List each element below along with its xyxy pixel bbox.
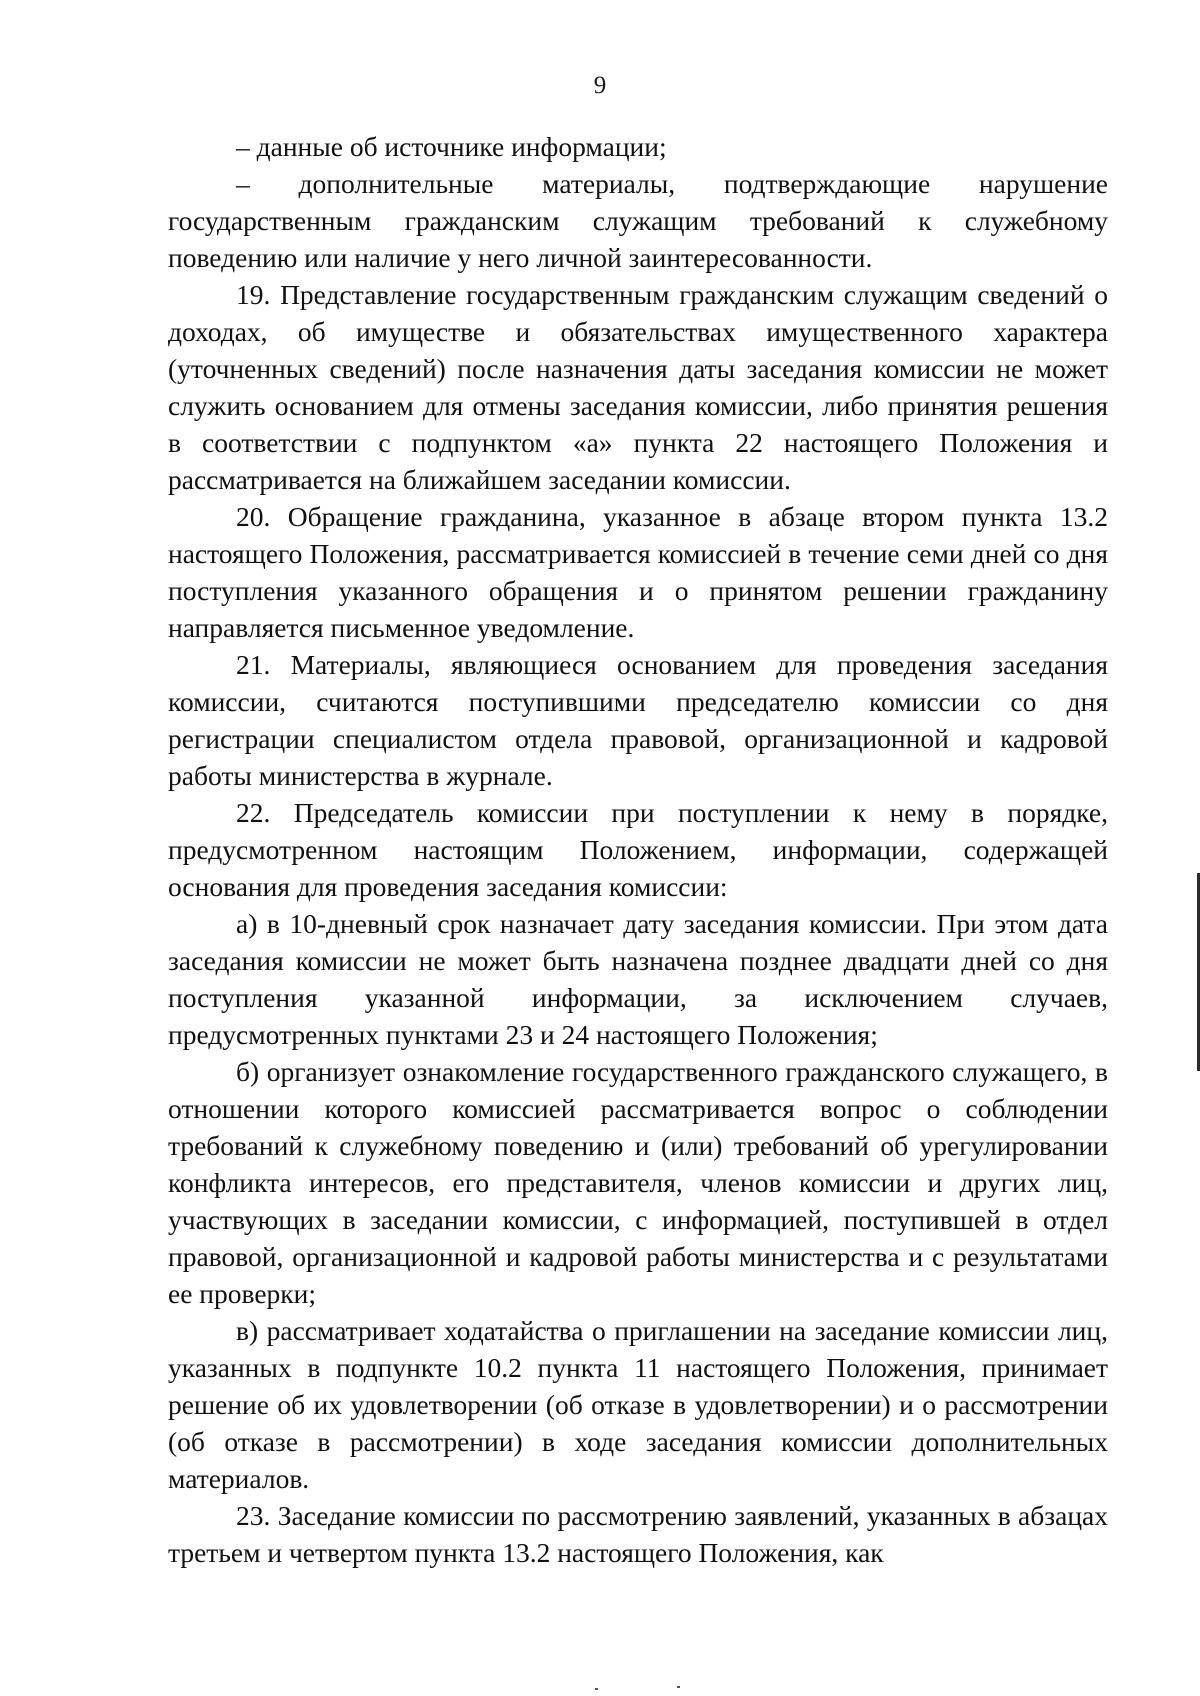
paragraph-19: 19. Представление государственным гражданским служащим сведений о доходах, об имуществе и обязательствах имущественного характера (уточненных сведений) после назначения даты заседания комиссии не может служить основанием для отмены заседания комиссии, либо принятия решения в соответствии с подпунктом «а» пункта 22 настоящего Положения и рассматривается на ближайшем заседании комиссии. [168,279,1108,495]
page-number: 9 [593,72,607,99]
paragraph-21: 21. Материалы, являющиеся основанием для проведения заседания комиссии, считаются поступившими председателю комиссии со дня регистрации специалистом отдела правовой, организационной и кадровой работы министерства в журнале. [168,649,1108,791]
paragraph-source-data: – данные об источнике информации; [236,131,667,162]
paragraph-additional-materials: – дополнительные материалы, подтверждающие нарушение государственным гражданским служащим требований к служебному поведению или наличие у него личной заинтересованности. [168,168,1108,273]
paragraph-23: 23. Заседание комиссии по рассмотрению заявлений, указанных в абзацах третьем и четвертом пункта 13.2 настоящего Положения, как [168,1500,1108,1568]
scan-speck [677,1686,680,1688]
scan-speck [595,1688,598,1690]
paragraph-22-a: а) в 10-дневный срок назначает дату заседания комиссии. При этом дата заседания комиссии не может быть назначена позднее двадцати дней со дня поступления указанной информации, за исключением случаев, предусмотренных пунктами 23 и 24 настоящего Положения; [168,908,1108,1050]
paragraph-22: 22. Председатель комиссии при поступлении к нему в порядке, предусмотренном настоящим Положением, информации, содержащей основания для проведения заседания комиссии: [168,797,1108,902]
paragraph-20: 20. Обращение гражданина, указанное в абзаце втором пункта 13.2 настоящего Положения, рассматривается комиссией в течение семи дней со дня поступления указанного обращения и о принятом решении гражданину направляется письменное уведомление. [168,501,1108,643]
document-body [168,128,1108,1571]
paragraph-22-b: б) организует ознакомление государственного гражданского служащего, в отношении которого комиссией рассматривается вопрос о соблюдении требований к служебному поведению и (или) требований об урегулировании конфликта интересов, его представителя, членов комиссии и других лиц, участвующих в заседании комиссии, с информацией, поступившей в отдел правовой, организационной и кадровой работы министерства и с результатами ее проверки; [168,1056,1108,1309]
paragraph-22-v: в) рассматривает ходатайства о приглашении на заседание комиссии лиц, указанных в подпункте 10.2 пункта 11 настоящего Положения, принимает решение об их удовлетворении (об отказе в удовлетворении) и о рассмотрении (об отказе в рассмотрении) в ходе заседания комиссии дополнительных материалов. [168,1315,1108,1494]
